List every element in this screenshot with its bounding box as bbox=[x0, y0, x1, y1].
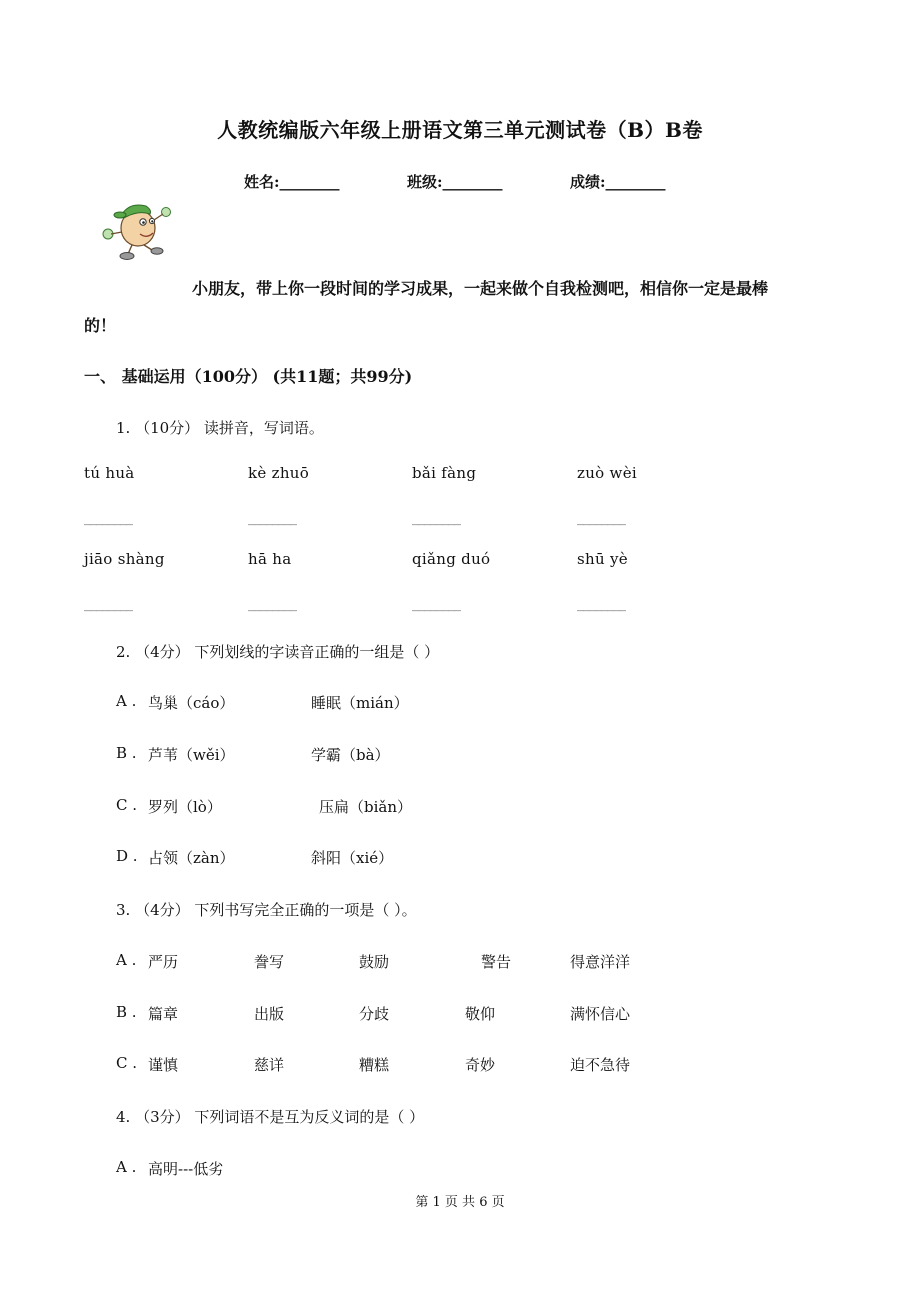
option-text: 高明---低劣 bbox=[148, 1160, 224, 1178]
option-text: 占领（zàn） bbox=[148, 849, 235, 867]
answer-blank: ________ bbox=[577, 510, 625, 526]
cartoon-mascot-image bbox=[100, 198, 172, 262]
option-label[interactable]: B . bbox=[116, 1003, 137, 1021]
option-text: 睡眠（mián） bbox=[311, 694, 409, 712]
section-heading: 一、 基础运用（100分） (共11题；共99分) bbox=[84, 367, 413, 386]
option-label[interactable]: C . bbox=[116, 796, 138, 814]
answer-blank: ________ bbox=[84, 510, 132, 526]
class-field: 班级:________ bbox=[407, 173, 503, 191]
question-2-stem: 2. （4分） 下列划线的字读音正确的一组是（ ） bbox=[116, 643, 440, 661]
option-word: 慈详 bbox=[254, 1056, 285, 1074]
option-word: 誊写 bbox=[254, 953, 285, 971]
option-text: 芦苇（wěi） bbox=[148, 746, 235, 764]
option-word: 得意洋洋 bbox=[570, 953, 631, 971]
answer-blank: ________ bbox=[412, 510, 460, 526]
pinyin-item: shū yè bbox=[577, 550, 628, 568]
option-label[interactable]: B . bbox=[116, 744, 137, 762]
option-word: 奇妙 bbox=[465, 1056, 496, 1074]
option-label[interactable]: D . bbox=[116, 847, 138, 865]
pinyin-item: kè zhuō bbox=[248, 464, 310, 482]
option-word: 糟糕 bbox=[359, 1056, 390, 1074]
page-footer: 第 1 页 共 6 页 bbox=[415, 1195, 505, 1210]
option-label[interactable]: A . bbox=[116, 951, 137, 969]
pinyin-item: zuò wèi bbox=[577, 464, 637, 482]
answer-blank: ________ bbox=[248, 510, 296, 526]
pinyin-item: tú huà bbox=[84, 464, 135, 482]
option-label[interactable]: C . bbox=[116, 1054, 138, 1072]
intro-line-2: 的！ bbox=[84, 316, 117, 335]
option-word: 鼓励 bbox=[359, 953, 390, 971]
option-label[interactable]: A . bbox=[116, 692, 137, 710]
option-text: 罗列（lò） bbox=[148, 798, 222, 816]
answer-blank: ________ bbox=[84, 596, 132, 612]
pinyin-item: bǎi fàng bbox=[412, 464, 477, 482]
pinyin-item: hā ha bbox=[248, 550, 292, 568]
option-word: 分歧 bbox=[359, 1005, 390, 1023]
score-field: 成绩:________ bbox=[570, 173, 666, 191]
answer-blank: ________ bbox=[412, 596, 460, 612]
option-word: 严历 bbox=[148, 953, 179, 971]
option-text: 学霸（bà） bbox=[311, 746, 390, 764]
option-word: 警告 bbox=[481, 953, 512, 971]
page-title: 人教统编版六年级上册语文第三单元测试卷（B）B卷 bbox=[217, 118, 703, 142]
option-word: 敬仰 bbox=[465, 1005, 496, 1023]
pinyin-item: jiāo shàng bbox=[84, 550, 165, 568]
option-text: 鸟巢（cáo） bbox=[148, 694, 235, 712]
pinyin-item: qiǎng duó bbox=[412, 550, 491, 568]
option-word: 迫不急待 bbox=[570, 1056, 631, 1074]
option-word: 谨慎 bbox=[148, 1056, 179, 1074]
name-field: 姓名:________ bbox=[244, 173, 340, 191]
option-word: 出版 bbox=[254, 1005, 285, 1023]
question-4-stem: 4. （3分） 下列词语不是互为反义词的是（ ） bbox=[116, 1108, 425, 1126]
option-label[interactable]: A . bbox=[116, 1158, 137, 1176]
question-3-stem: 3. （4分） 下列书写完全正确的一项是（ ）。 bbox=[116, 901, 417, 919]
option-text: 压扁（biǎn） bbox=[319, 798, 413, 816]
option-word: 满怀信心 bbox=[570, 1005, 631, 1023]
answer-blank: ________ bbox=[577, 596, 625, 612]
answer-blank: ________ bbox=[248, 596, 296, 612]
intro-line-1: 小朋友，带上你一段时间的学习成果，一起来做个自我检测吧，相信你一定是最棒 bbox=[192, 279, 769, 298]
option-word: 篇章 bbox=[148, 1005, 179, 1023]
option-text: 斜阳（xié） bbox=[311, 849, 394, 867]
question-1-stem: 1. （10分） 读拼音，写词语。 bbox=[116, 419, 324, 437]
